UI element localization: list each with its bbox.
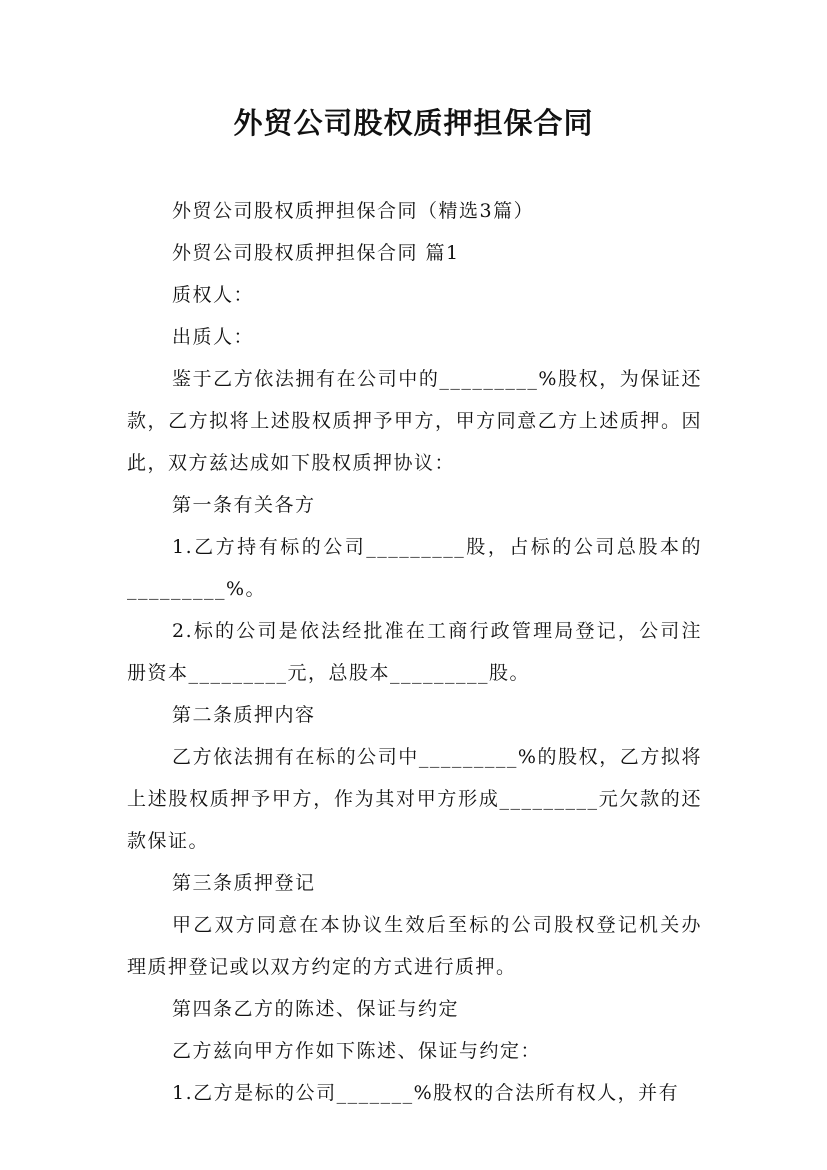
paragraph-pledgor: 出质人： bbox=[172, 326, 255, 348]
article-1-item-1: 1.乙方持有标的公司_________股，占标的公司总股本的_________%。 bbox=[127, 536, 702, 600]
document-title: 外贸公司股权质押担保合同 bbox=[233, 106, 594, 140]
paragraph-pledgee: 质权人： bbox=[172, 284, 255, 306]
document-body bbox=[127, 190, 702, 1114]
paragraph-subtitle: 外贸公司股权质押担保合同（精选3篇） bbox=[172, 200, 535, 222]
article-1-heading: 第一条有关各方 bbox=[172, 494, 316, 516]
article-4-heading: 第四条乙方的陈述、保证与约定 bbox=[172, 998, 460, 1020]
article-4-intro: 乙方兹向甲方作如下陈述、保证与约定： bbox=[172, 1040, 542, 1062]
article-4-item-1: 1.乙方是标的公司_______%股权的合法所有权人，并有 bbox=[172, 1082, 680, 1104]
paragraph-part-heading: 外贸公司股权质押担保合同 篇1 bbox=[172, 242, 460, 264]
article-2-body: 乙方依法拥有在标的公司中_________%的股权，乙方拟将上述股权质押予甲方，作为其对甲方形成_________元欠款的还款保证。 bbox=[127, 746, 702, 852]
article-1-item-2: 2.标的公司是依法经批准在工商行政管理局登记，公司注册资本_________元，总股本_________股。 bbox=[127, 620, 702, 684]
article-3-body: 甲乙双方同意在本协议生效后至标的公司股权登记机关办理质押登记或以双方约定的方式进行质押。 bbox=[127, 914, 702, 978]
article-2-heading: 第二条质押内容 bbox=[172, 704, 316, 726]
article-3-heading: 第三条质押登记 bbox=[172, 872, 316, 894]
paragraph-preamble: 鉴于乙方依法拥有在公司中的_________%股权，为保证还款，乙方拟将上述股权质押予甲方，甲方同意乙方上述质押。因此，双方兹达成如下股权质押协议： bbox=[127, 368, 702, 474]
